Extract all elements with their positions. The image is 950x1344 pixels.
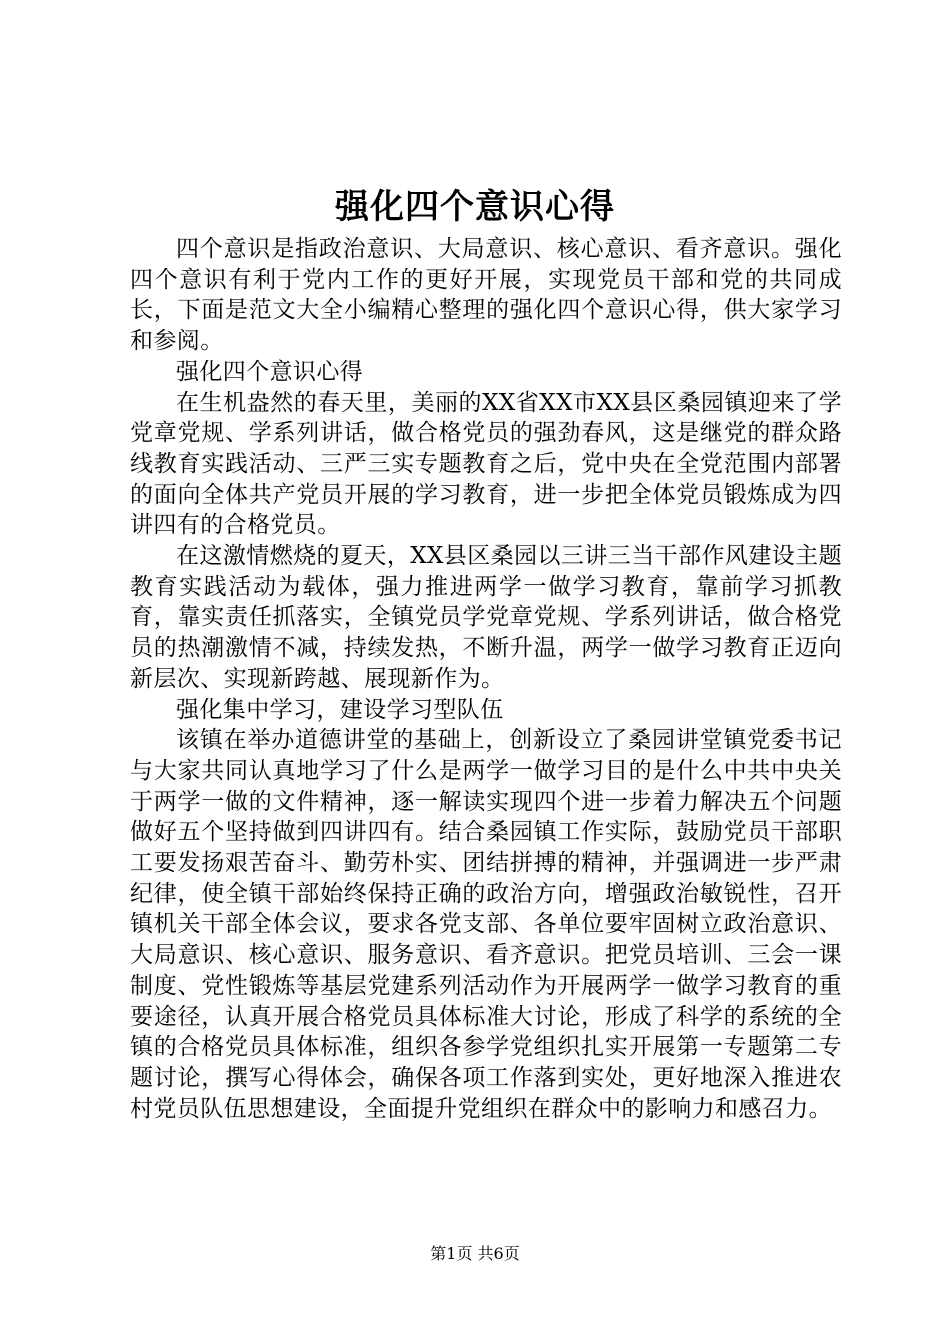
section-heading: 强化四个意识心得 — [176, 358, 364, 385]
paragraph-spring: 在生机盎然的春天里，美丽的XX省XX市XX县区桑园镇迎来了学党章党规、学系列讲话，做合格党员的强劲春风，这是继党的群众路线教育实践活动、三严三实专题教育之后，党中央在全党范围内部署的面向全体共产党员开展的学习教育，进一步把全体党员锻炼成为四讲四有的合格党员。 — [130, 389, 842, 539]
section-heading-study: 强化集中学习，建设学习型队伍 — [176, 696, 504, 723]
paragraph-summer: 在这激情燃烧的夏天，XX县区桑园以三讲三当干部作风建设主题教育实践活动为载体，强力推进两学一做学习教育，靠前学习抓教育，靠实责任抓落实，全镇党员学党章党规、学系列讲话，做合格党员的热潮激情不减，持续发热，不断升温，两学一做学习教育正迈向新层次、实现新跨越、展现新作为。 — [130, 543, 842, 692]
paragraph-intro: 四个意识是指政治意识、大局意识、核心意识、看齐意识。强化四个意识有利于党内工作的更好开展，实现党员干部和党的共同成长，下面是范文大全小编精心整理的强化四个意识心得，供大家学习和参阅。 — [130, 236, 842, 355]
paragraph-study: 该镇在举办道德讲堂的基础上，创新设立了桑园讲堂镇党委书记与大家共同认真地学习了什么是两学一做学习目的是什么中共中央关于两学一做的文件精神，逐一解读实现四个进一步着力解决五个问题做好五个坚持做到四讲四有。结合桑园镇工作实际，鼓励党员干部职工要发扬艰苦奋斗、勤劳朴实、团结拼搏的精神，并强调进一步严肃纪律，使全镇干部始终保持正确的政治方向，增强政治敏锐性，召开镇机关干部全体会议，要求各党支部、各单位要牢固树立政治意识、大局意识、核心意识、服务意识、看齐意识。把党员培训、三会一课制度、党性锻炼等基层党建系列活动作为开展两学一做学习教育的重要途径，认真开展合格党员具体标准大讨论，形成了科学的系统的全镇的合格党员具体标准，组织各参学党组织扎实开展第一专题第二专题讨论，撰写心得体会，确保各项工作落到实处，更好地深入推进农村党员队伍思想建设，全面提升党组织在群众中的影响力和感召力。 — [130, 727, 842, 1122]
document-body — [130, 234, 842, 1124]
page-number: 第1页 共6页 — [430, 1244, 520, 1263]
document-title: 强化四个意识心得 — [335, 187, 615, 227]
